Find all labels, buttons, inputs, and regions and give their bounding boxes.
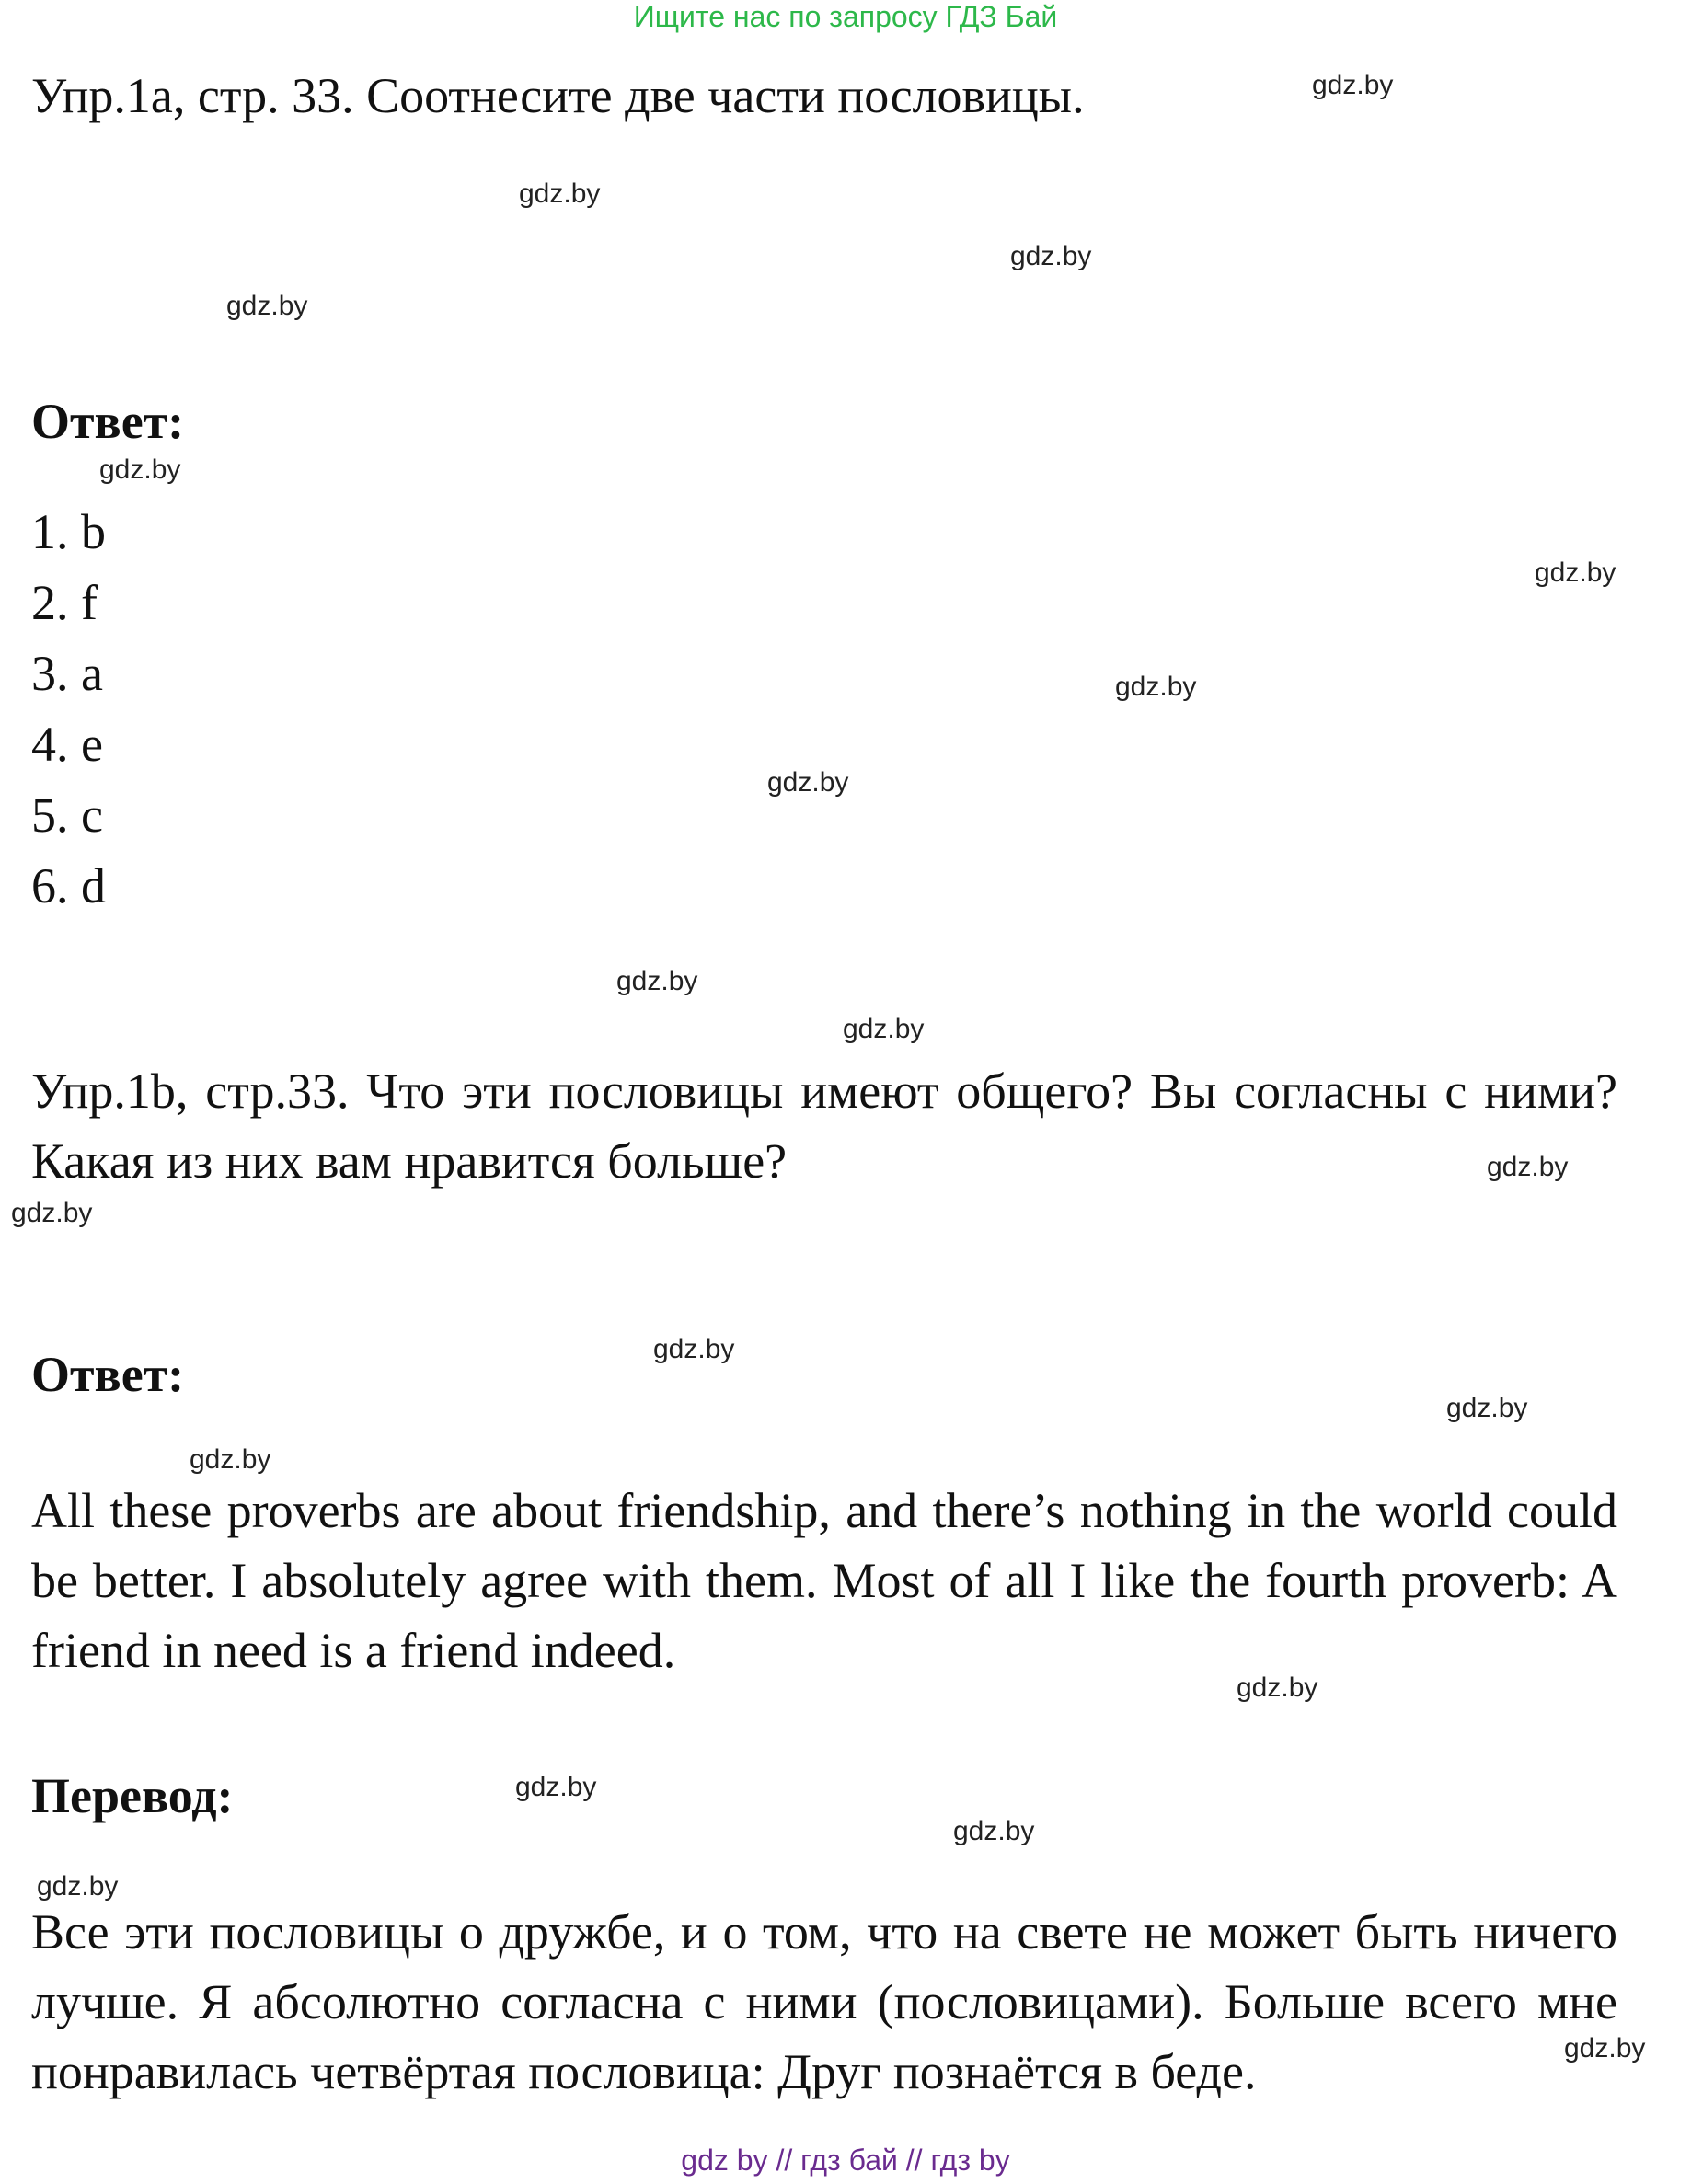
footer-links[interactable]: gdz by // гдз бай // гдз by [681,2144,1010,2177]
answer-item: 5. c [31,787,103,843]
answer-item: 6. d [31,858,106,914]
watermark: gdz.by [37,1871,119,1902]
translation-heading: Перевод: [31,1768,234,1823]
answer-item: 3. a [31,646,103,701]
watermark: gdz.by [11,1198,93,1228]
watermark: gdz.by [843,1014,925,1044]
watermark: gdz.by [515,1772,597,1802]
watermark: gdz.by [99,454,181,485]
watermark: gdz.by [1115,672,1197,702]
watermark: gdz.by [767,767,849,798]
exercise-1b-answer-text: All these proverbs are about friendship, and there’s nothing in the world could be better. I absolutely agree with them. Most of all I like the fourth proverb: A friend in need is a friend indeed. [31,1483,1617,1678]
top-banner[interactable]: Ищите нас по запросу ГДЗ Бай [633,0,1058,33]
exercise-1a-title: Упр.1a, стр. 33. Соотнесите две части пословицы. [31,68,1085,123]
watermark: gdz.by [519,178,601,209]
answer-item: 4. e [31,717,103,772]
answer-item: 1. b [31,504,106,559]
watermark: gdz.by [1535,557,1616,588]
watermark: gdz.by [1487,1152,1569,1182]
watermark: gdz.by [616,966,698,996]
watermark: gdz.by [1010,241,1092,271]
watermark: gdz.by [1237,1672,1318,1703]
exercise-1b-title: Упр.1b, стр.33. Что эти пословицы имеют общего? Вы согласны с ними? Какая из них вам нравится больше? [31,1063,1617,1189]
watermark: gdz.by [1312,70,1394,100]
exercise-1a-answer-list [31,497,106,922]
watermark: gdz.by [1446,1393,1528,1423]
watermark: gdz.by [653,1334,735,1364]
watermark: gdz.by [226,291,308,321]
exercise-1b-answer-heading: Ответ: [31,1347,185,1402]
watermark: gdz.by [953,1816,1035,1846]
watermark: gdz.by [190,1444,271,1475]
watermark: gdz.by [1564,2033,1646,2063]
answer-item: 2. f [31,575,98,630]
translation-text: Все эти пословицы о дружбе, и о том, что на свете не может быть ничего лучше. Я абсолютно согласна с ними (пословицами). Больше всего мне понравилась четвёртая пословица: Друг познаётся в беде. [31,1904,1617,2099]
exercise-1a-answer-heading: Ответ: [31,394,185,449]
